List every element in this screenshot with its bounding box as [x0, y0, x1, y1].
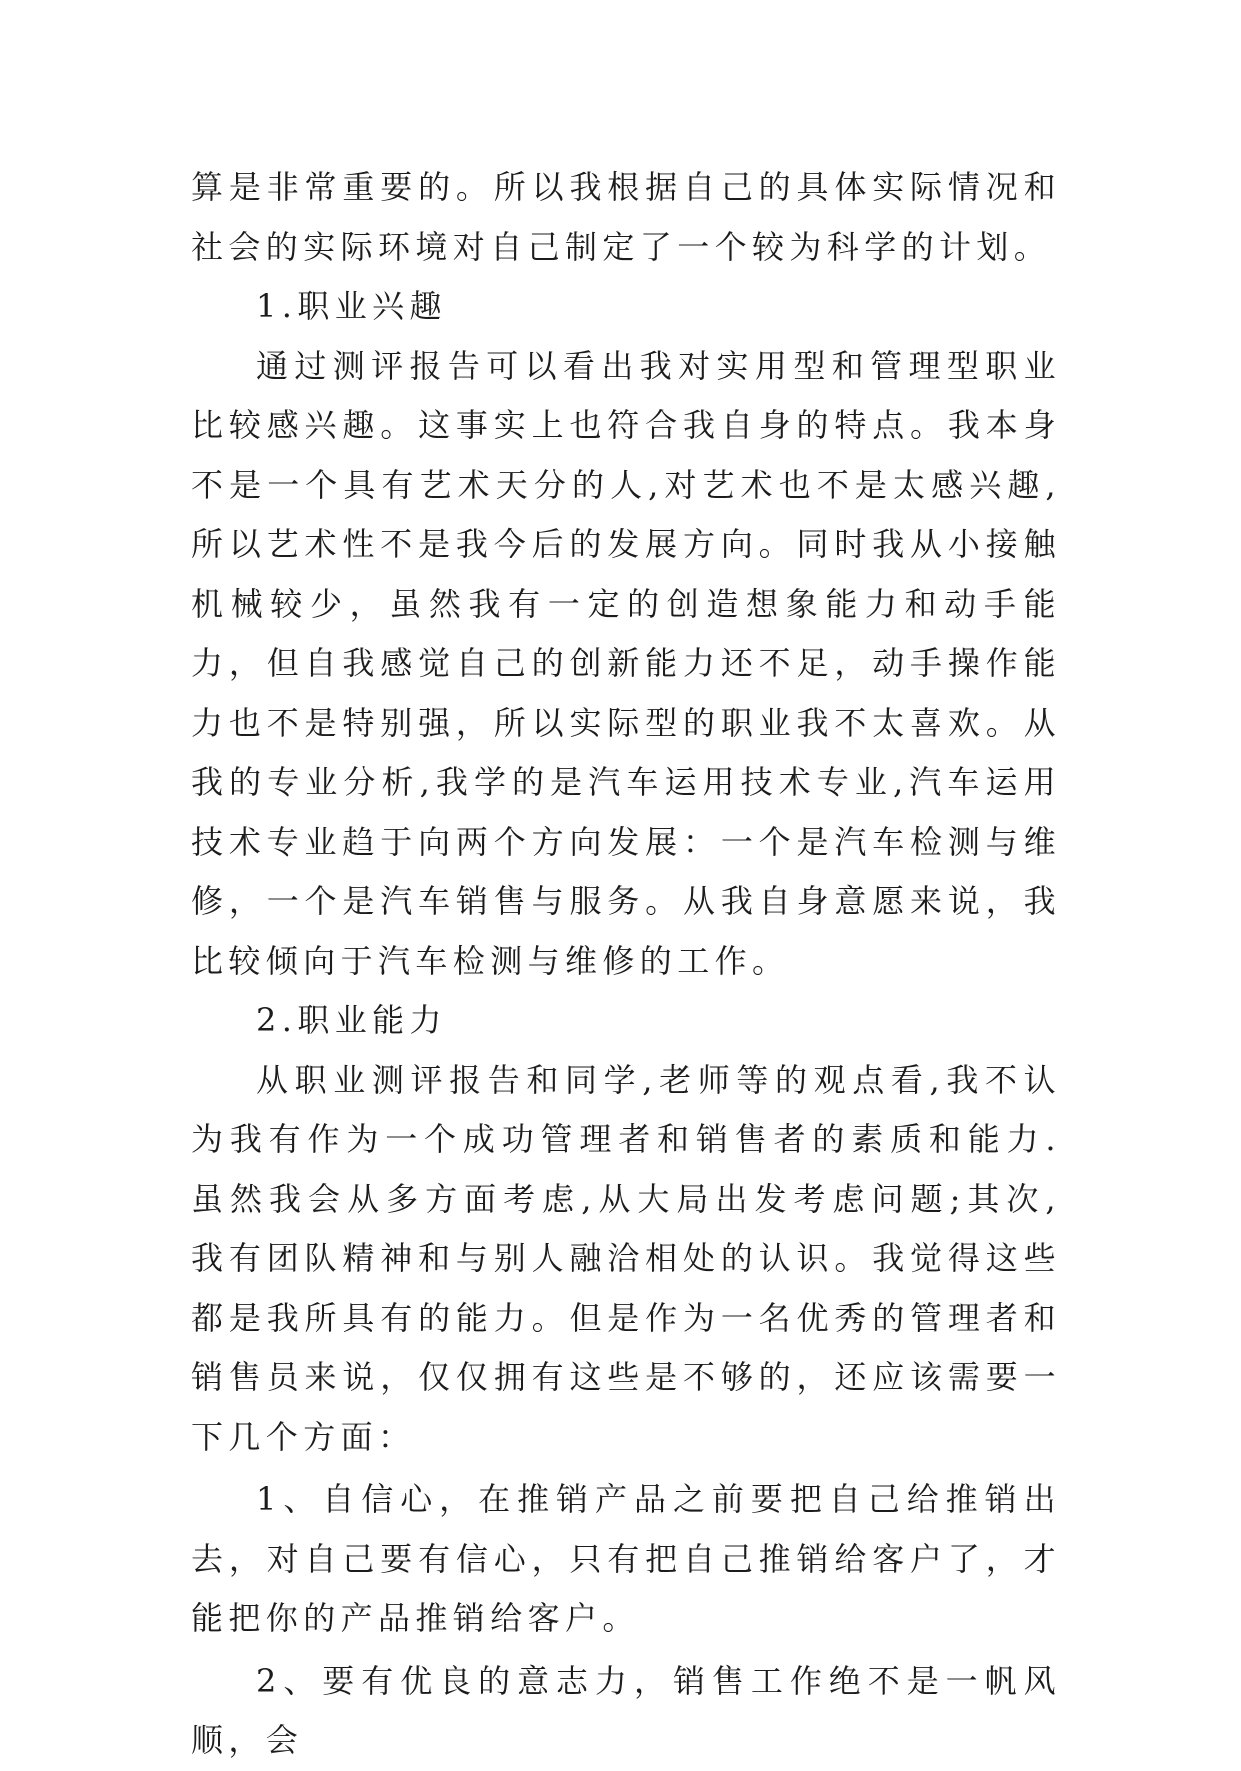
paragraph-career-ability: 从职业测评报告和同学,老师等的观点看,我不认为我有作为一个成功管理者和销售者的素质和能力.虽然我会从多方面考虑,从大局出发考虑问题;其次,我有团队精神和与别人融洽相处的认识。我觉得这些都是我所具有的能力。但是作为一名优秀的管理者和销售员来说，仅仅拥有这些是不够的，还应该需要一下几个方面： [191, 1060, 1061, 1456]
paragraph-intro-continued: 算是非常重要的。所以我根据自己的具体实际情况和社会的实际环境对自己制定了一个较为科学的计划。 [191, 168, 1061, 266]
list-item-willpower: 2、要有优良的意志力，销售工作绝不是一帆风顺，会 [191, 1661, 1061, 1759]
list-item-confidence: 1、自信心，在推销产品之前要把自己给推销出去，对自己要有信心，只有把自己推销给客户了，才能把你的产品推销给客户。 [191, 1480, 1061, 1637]
document-body [191, 158, 1061, 1771]
heading-career-interest: 1.职业兴趣 [256, 287, 447, 325]
paragraph-career-interest: 通过测评报告可以看出我对实用型和管理型职业比较感兴趣。这事实上也符合我自身的特点。我本身不是一个具有艺术天分的人,对艺术也不是太感兴趣,所以艺术性不是我今后的发展方向。同时我从小接触机械较少，虽然我有一定的创造想象能力和动手能力，但自我感觉自己的创新能力还不足，动手操作能力也不是特别强，所以实际型的职业我不太喜欢。从我的专业分析,我学的是汽车运用技术专业,汽车运用技术专业趋于向两个方向发展：一个是汽车检测与维修，一个是汽车销售与服务。从我自身意愿来说，我比较倾向于汽车检测与维修的工作。 [191, 346, 1061, 980]
heading-career-ability: 2.职业能力 [256, 1001, 447, 1039]
